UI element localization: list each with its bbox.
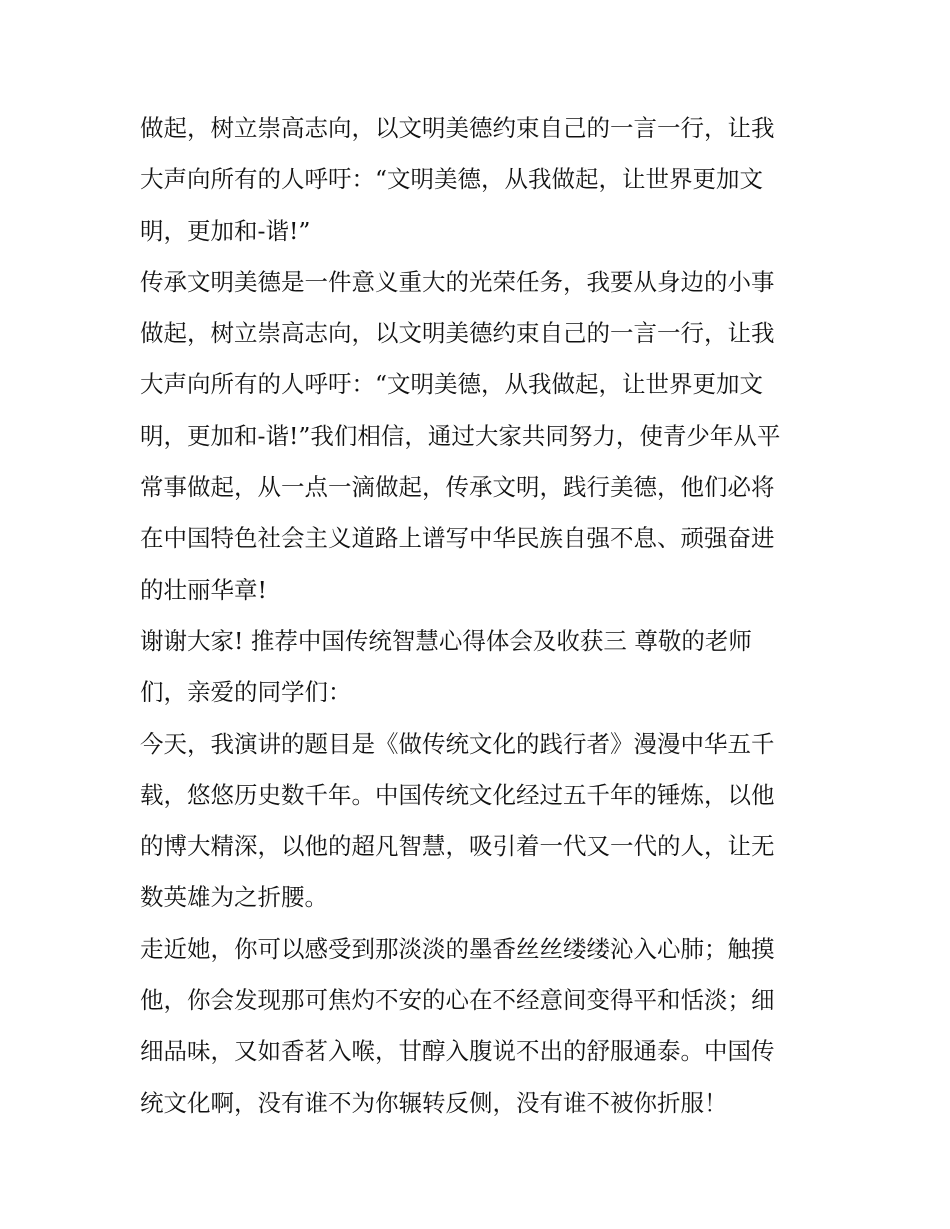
text-line: 常事做起，从一点一滴做起，传承文明，践行美德，他们必将 [140,473,775,502]
text-line: 数英雄为之折腰。 [140,883,328,912]
text-line: 谢谢大家! 推荐中国传统智慧心得体会及收获三 尊敬的老师 [140,626,752,655]
text-line: 明，更加和-谐!” [140,216,311,245]
text-line: 他，你会发现那可焦灼不安的心在不经意间变得平和恬淡；细 [140,986,775,1015]
text-line: 走近她，你可以感受到那淡淡的墨香丝丝缕缕沁入心肺；触摸 [140,934,775,963]
text-line: 细品味，又如香茗入喉，甘醇入腹说不出的舒服通泰。中国传 [140,1037,775,1066]
text-line: 大声向所有的人呼吁：“文明美德，从我做起，让世界更加文 [140,165,764,194]
body-text [140,103,820,1129]
text-line: 载，悠悠历史数千年。中国传统文化经过五千年的锤炼，以他 [140,780,775,809]
text-line: 在中国特色社会主义道路上谱写中华民族自强不息、顽强奋进 [140,524,775,553]
text-line: 传承文明美德是一件意义重大的光荣任务，我要从身边的小事 [140,267,775,296]
text-line: 们，亲爱的同学们： [140,678,352,707]
text-line: 做起，树立崇高志向，以文明美德约束自己的一言一行，让我 [140,319,775,348]
text-line: 的博大精深，以他的超凡智慧，吸引着一代又一代的人，让无 [140,832,775,861]
text-line: 的壮丽华章! [140,575,267,604]
text-line: 今天，我演讲的题目是《做传统文化的践行者》漫漫中华五千 [140,729,775,758]
text-line: 统文化啊，没有谁不为你辗转反侧，没有谁不被你折服！ [140,1088,728,1117]
text-line: 明，更加和-谐!”我们相信，通过大家共同努力，使青少年从平 [140,421,781,450]
text-line: 大声向所有的人呼吁：“文明美德，从我做起，让世界更加文 [140,370,764,399]
text-line: 做起，树立崇高志向，以文明美德约束自己的一言一行，让我 [140,114,775,142]
